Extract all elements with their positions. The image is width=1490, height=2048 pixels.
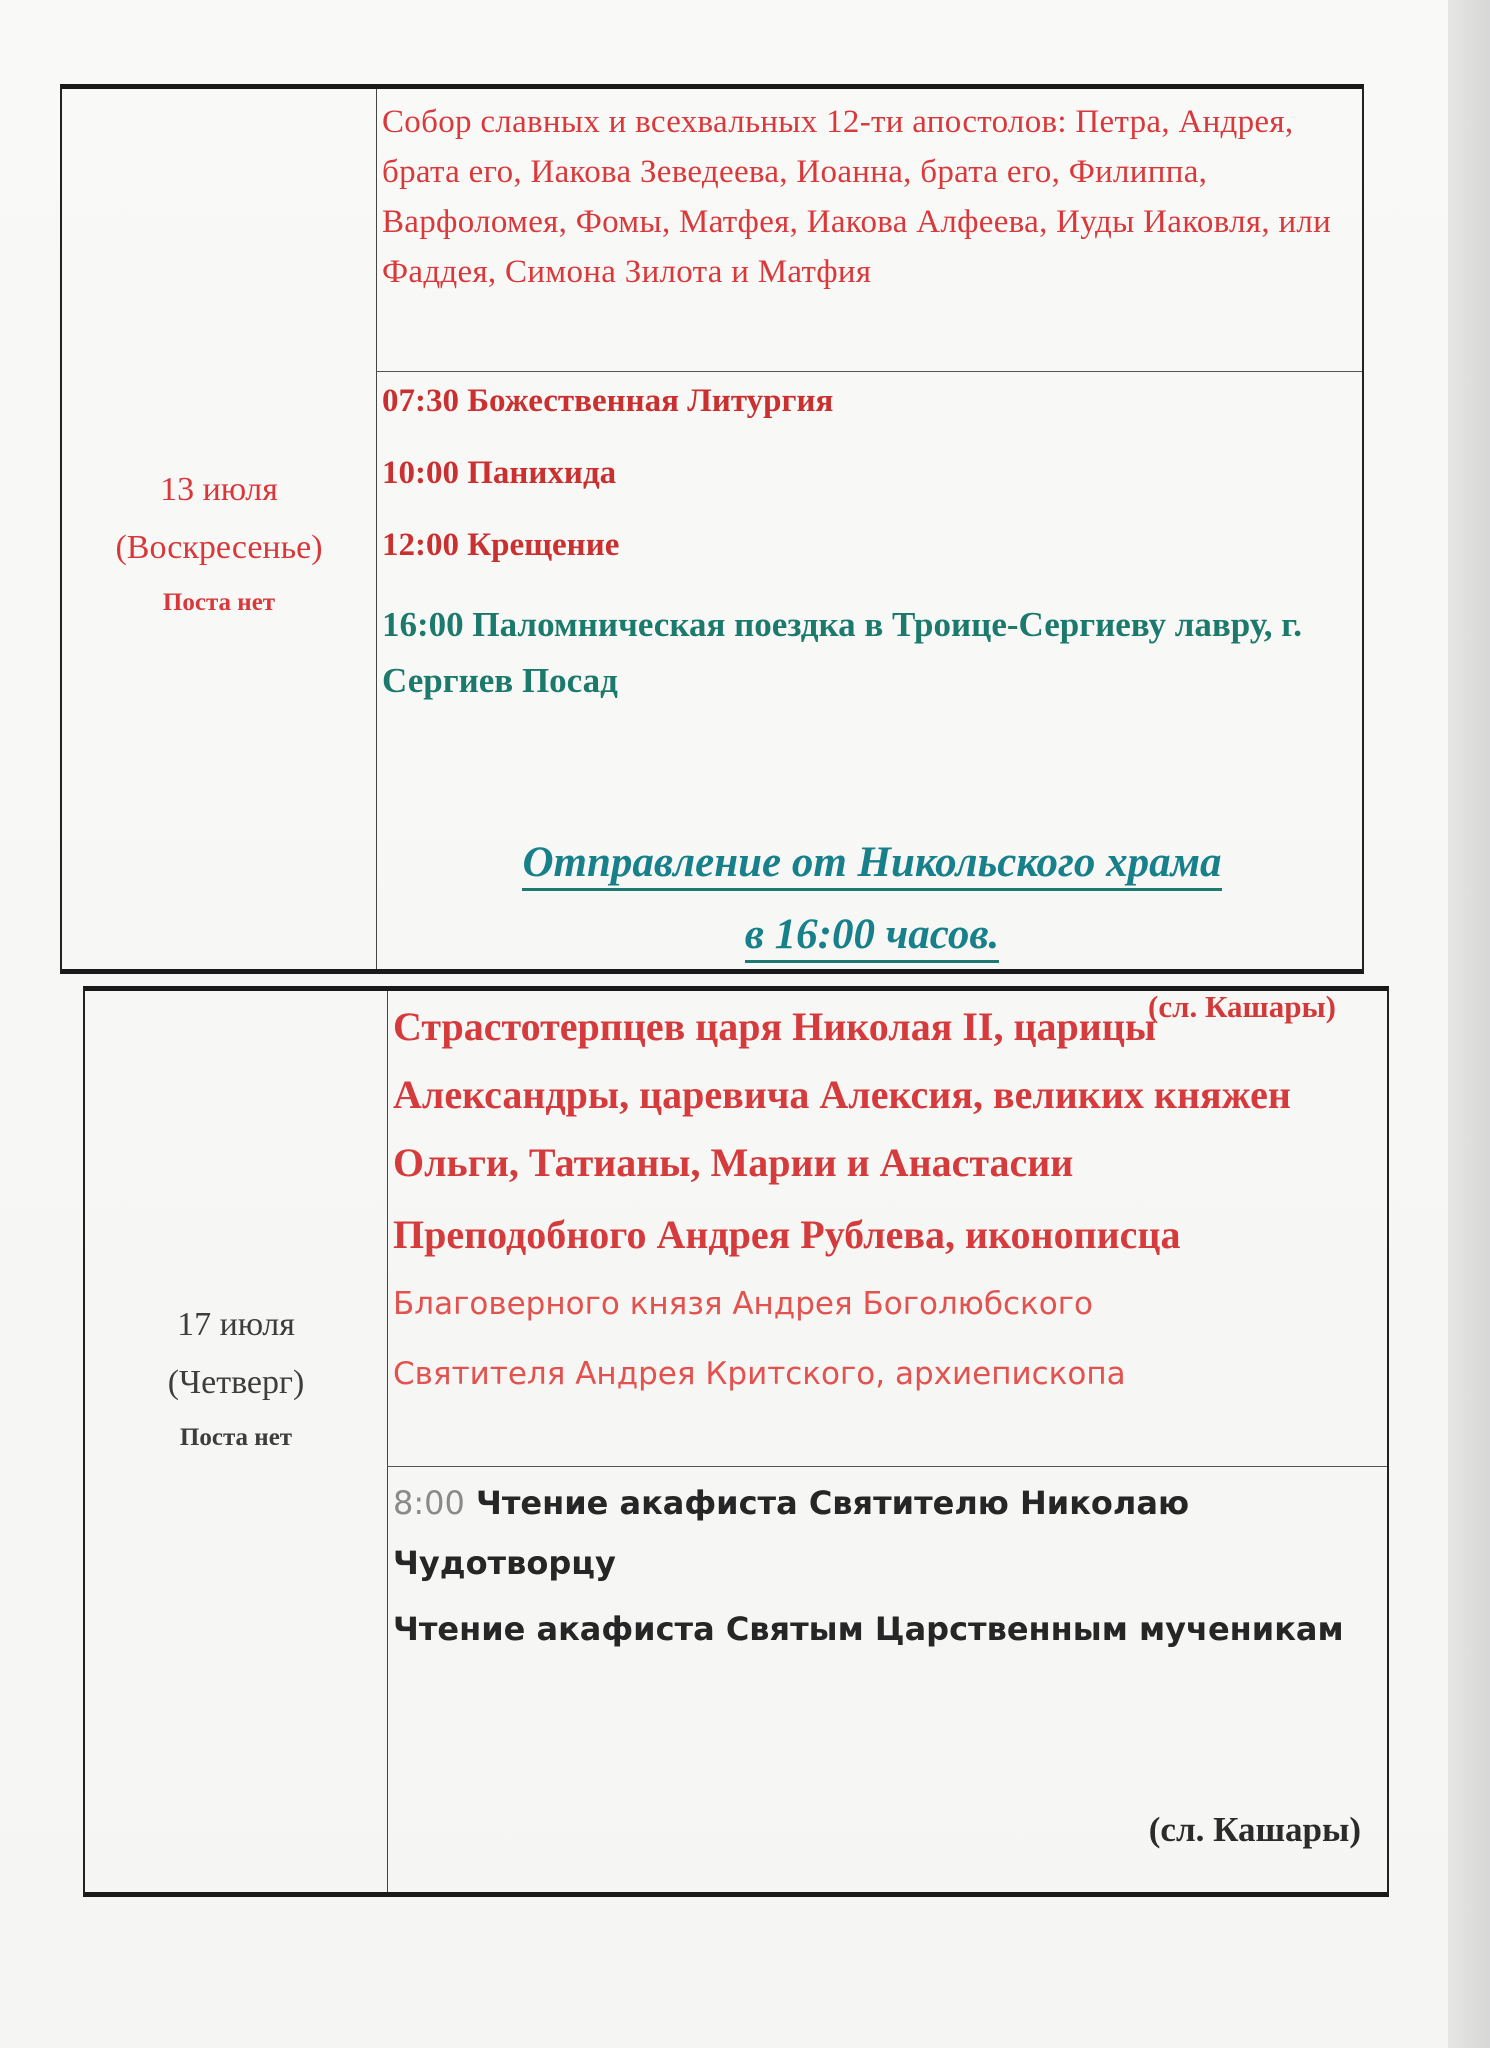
date-cell [85, 1296, 387, 1458]
saint-andrei-rublev: Преподобного Андрея Рублева, иконописца [393, 1212, 1181, 1257]
departure-line-2: в 16:00 часов. [745, 911, 1000, 963]
weekday-label: (Четверг) [167, 1364, 305, 1401]
service-item [393, 1473, 1383, 1593]
location-label: (сл. Кашары) [1148, 989, 1336, 1024]
location-label: (сл. Кашары) [1148, 1810, 1361, 1849]
saints-commemoration: Собор славных и всехвальных 12-ти апостолов: Петра, Андрея, брата его, Иакова Зеведеева, Иоанна, брата его, Филиппа, Варфоломея, Фомы, Матфея, Иакова Алфеева, Иуды Иаковля, или Фаддея, Симона Зилота и Матфия [382, 104, 1332, 290]
saint-andrei-bogolyubsky: Благоверного князя Андрея Боголюбского [393, 1286, 1093, 1322]
weekday-label: (Воскресенье) [115, 529, 323, 566]
schedule-entry-july-17 [83, 986, 1389, 1897]
fast-label: Поста нет [162, 589, 276, 616]
saint-royal-martyrs: Страстотерпцев царя Николая II, царицы Александры, царевича Алексия, великих княжен Ольги, Татианы, Марии и Анастасии [393, 1004, 1291, 1185]
service-time: 8:00 [393, 1484, 465, 1522]
column-divider [387, 991, 388, 1892]
scan-edge-shadow [1448, 0, 1490, 2048]
services-list [393, 1473, 1383, 1665]
pilgrimage-item: 16:00 Паломническая поездка в Троице-Сергиеву лавру, г. Сергиев Посад [382, 605, 1302, 700]
date-label: 13 июля [160, 471, 278, 508]
departure-line-1: Отправление от Никольского храма [522, 839, 1221, 891]
row-divider [387, 1466, 1387, 1467]
service-item: Чтение акафиста Святым Царственным мученикам [393, 1610, 1344, 1648]
departure-notice [382, 827, 1362, 971]
service-item: 10:00 Панихида [382, 455, 617, 491]
column-divider [376, 89, 377, 969]
row-divider [376, 371, 1362, 372]
fast-label: Поста нет [179, 1424, 293, 1451]
schedule-entry-july-13 [60, 84, 1364, 1024]
service-item: 07:30 Божественная Литургия [382, 383, 834, 419]
date-cell [62, 461, 376, 623]
service-text: Чтение акафиста Святителю Николаю Чудотворцу [393, 1484, 1190, 1582]
service-item: 12:00 Крещение [382, 527, 620, 563]
saint-andrei-kritsky: Святителя Андрея Критского, архиепископа [393, 1356, 1126, 1392]
services-list [382, 381, 1352, 719]
date-label: 17 июля [177, 1306, 295, 1343]
saints-commemoration [393, 993, 1383, 1409]
